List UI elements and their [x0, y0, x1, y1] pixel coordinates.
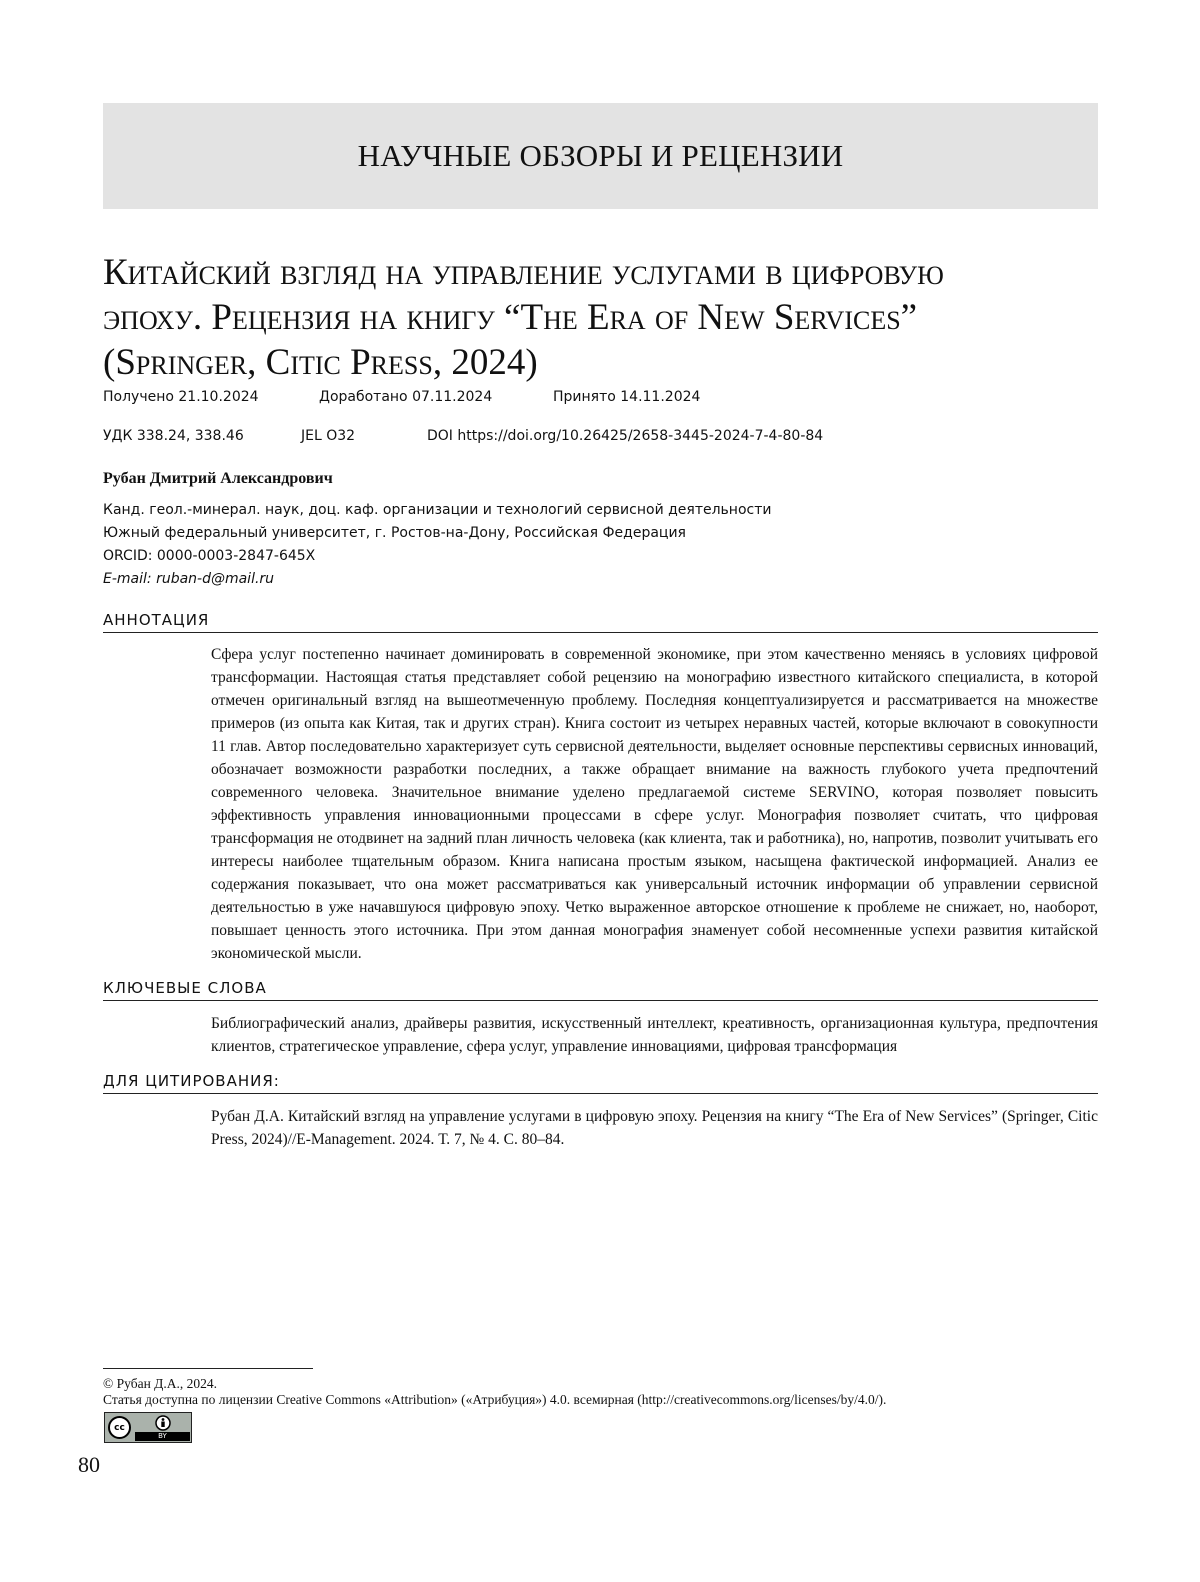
attribution-person-icon [155, 1415, 171, 1431]
author-orcid: ORCID: 0000-0003-2847-645X [103, 548, 316, 564]
page-number: 80 [78, 1452, 100, 1477]
keywords-heading: КЛЮЧЕВЫЕ СЛОВА [103, 979, 1098, 1001]
cc-by-license-badge[interactable] [104, 1412, 192, 1443]
copyright-note: © Рубан Д.А., 2024. [103, 1376, 218, 1391]
cc-logo-icon: cc [108, 1416, 131, 1439]
author-name: Рубан Дмитрий Александрович [103, 470, 333, 487]
section-banner [103, 103, 1098, 209]
article-title-line-3: (Springer, Citic Press, 2024) [103, 342, 538, 383]
udk-code: УДК 338.24, 338.46 [103, 428, 244, 444]
article-title-line-1: Китайский взгляд на управление услугами в цифровую [103, 252, 944, 293]
keywords-text: Библиографический анализ, драйверы развития, искусственный интеллект, креативность, организационная культура, предпочтения клиентов, стратегическое управление, сфера услуг, управление инновациями, цифровая трансформация [211, 1015, 1098, 1055]
license-note: Статья доступна по лицензии Creative Commons «Attribution» («Атрибуция») 4.0. всемирная (http://creativecommons.org/licenses/by/4.0/). [103, 1392, 887, 1407]
author-email-line [103, 569, 274, 589]
abstract-text: Сфера услуг постепенно начинает доминировать в современной экономике, при этом качественно меняясь в условиях цифровой трансформации. Настоящая статья представляет собой рецензию на монографию известного китайского специалиста, в которой отмечен оригинальный взгляд на вышеотмеченную проблему. Последняя концептуализируется и рассматривается на множестве примеров (из опыта как Китая, так и других стран). Книга состоит из четырех неравных частей, которые включают в совокупности 11 глав. Автор последовательно характеризует суть сервисной деятельности, выделяет основные перспективы сервисных инноваций, обозначает возможности разработки последних, а также обращает внимание на важность глубокого учета предпочтений современного человека. Значительное внимание уделено предлагаемой системе SERVINO, которая позволяет повысить эффективность управления инновационными процессами в сфере услуг. Монография позволяет считать, что цифровая трансформация не отодвинет на задний план личность человека (как клиента, так и работника), но, напротив, позволит учитывать его интересы наиболее тщательным образом. Книга написана простым языком, насыщена фактической информацией. Анализ ее содержания показывает, что она может рассматриваться как универсальный источник информации об управлении сервисной деятельностью в уже начавшуюся цифровую эпоху. Четко выраженное авторское отношение к проблеме не снижает, но, наоборот, повышает ценность этого источника. При этом данная монография знаменует собой несомненные успехи развития китайской экономической мысли. [211, 646, 1098, 962]
email-label: E-mail: [103, 571, 157, 587]
citation-heading: ДЛЯ ЦИТИРОВАНИЯ: [103, 1072, 1098, 1094]
accepted-date: Принято 14.11.2024 [553, 389, 701, 405]
doi-link[interactable]: DOI https://doi.org/10.26425/2658-3445-2024-7-4-80-84 [427, 428, 824, 444]
email-link[interactable]: ruban-d@mail.ru [156, 571, 275, 587]
author-position: Канд. геол.-минерал. наук, доц. каф. организации и технологий сервисной деятельности [103, 502, 772, 518]
article-title-line-2: эпоху. Рецензия на книгу “The Era of New Services” [103, 297, 918, 338]
author-affiliation: Южный федеральный университет, г. Ростов-на-Дону, Российская Федерация [103, 525, 686, 541]
by-label: BY [158, 1432, 167, 1440]
received-date: Получено 21.10.2024 [103, 389, 259, 405]
section-title: НАУЧНЫЕ ОБЗОРЫ И РЕЦЕНЗИИ [357, 138, 844, 173]
by-strip [135, 1432, 190, 1441]
article-title [103, 250, 1103, 385]
revised-date: Доработано 07.11.2024 [319, 389, 493, 405]
footnote-divider [103, 1368, 313, 1369]
jel-code: JEL O32 [301, 428, 356, 444]
abstract-heading: АННОТАЦИЯ [103, 611, 1098, 633]
citation-text: Рубан Д.А. Китайский взгляд на управление услугами в цифровую эпоху. Рецензия на книгу “The Era of New Services” (Springer, Citic Press, 2024)//E-Management. 2024. Т. 7, № 4. С. 80–84. [211, 1108, 1098, 1148]
